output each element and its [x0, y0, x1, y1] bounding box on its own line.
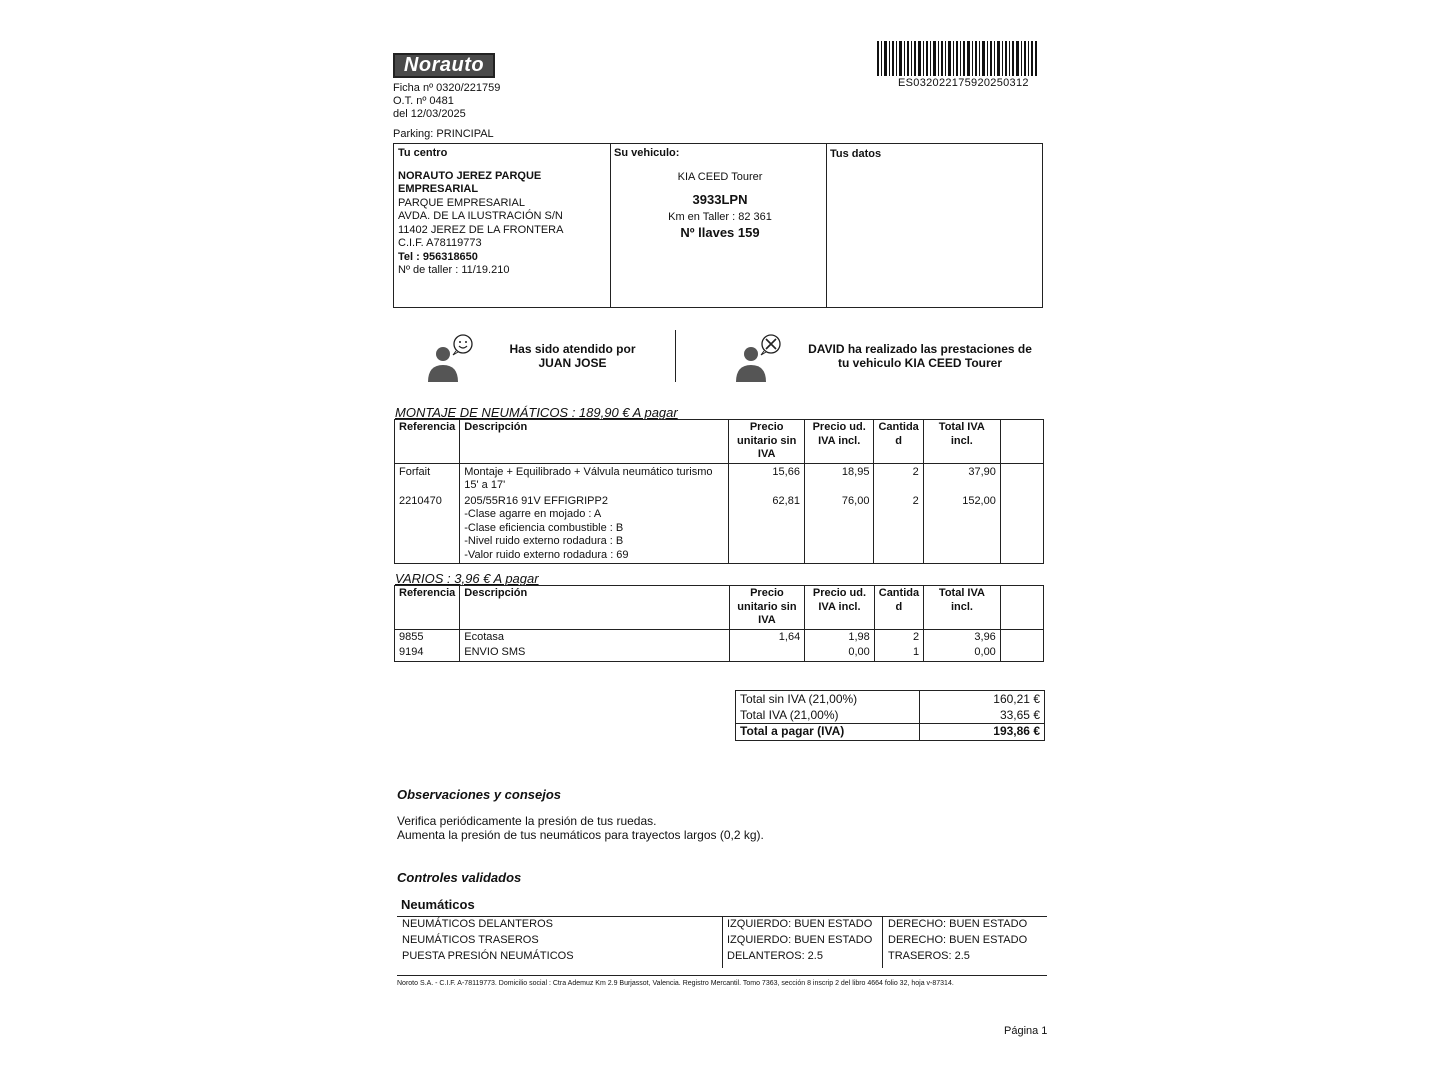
row-unit: 62,81	[729, 494, 805, 564]
col-ref: Referencia	[395, 586, 460, 630]
row-iva: 1,98	[805, 629, 875, 645]
col-desc: Descripción	[460, 586, 729, 630]
row-iva: 18,95	[804, 463, 874, 494]
control-right: TRASEROS: 2.5	[888, 950, 970, 962]
parking: Parking: PRINCIPAL	[393, 128, 494, 140]
col-unit: Precio unitario sin IVA	[729, 420, 805, 464]
control-label: PUESTA PRESIÓN NEUMÁTICOS	[402, 950, 574, 962]
col-unit: Precio unitario sin IVA	[729, 586, 805, 630]
ficha-number: Ficha nº 0320/221759	[393, 82, 501, 94]
table-row	[395, 494, 1044, 564]
row-total: 152,00	[923, 494, 1000, 564]
row-desc: Ecotasa	[460, 629, 729, 645]
vehiculo-km: Km en Taller : 82 361	[668, 211, 772, 223]
varios-table	[394, 585, 1044, 662]
row-ref: 9855	[395, 629, 460, 645]
montaje-title: MONTAJE DE NEUMÁTICOS : 189,90 € A pagar	[395, 405, 678, 420]
row-iva: 76,00	[804, 494, 874, 564]
centro-address-1: PARQUE EMPRESARIAL	[398, 197, 525, 209]
control-right: DERECHO: BUEN ESTADO	[888, 934, 1028, 946]
row-desc: ENVIO SMS	[460, 645, 729, 661]
control-label: NEUMÁTICOS DELANTEROS	[402, 918, 553, 930]
row-desc-main: 205/55R16 91V EFFIGRIPP2	[464, 494, 608, 507]
spec-line: -Clase agarre en mojado : A	[464, 508, 602, 520]
col-iva: Precio ud. IVA incl.	[805, 586, 875, 630]
atendido-name: JUAN JOSE	[538, 356, 607, 370]
centro-tel: Tel : 956318650	[398, 251, 478, 263]
observaciones-title: Observaciones y consejos	[397, 787, 562, 802]
mechanic-person-icon	[734, 334, 784, 384]
row-total: 3,96	[924, 629, 1001, 645]
control-left: IZQUIERDO: BUEN ESTADO	[727, 934, 873, 946]
row-qty: 2	[874, 494, 923, 564]
observacion-line: Verifica periódicamente la presión de tus ruedas.	[397, 814, 657, 828]
total-sin-iva-value: 160,21 €	[920, 691, 1045, 708]
datos-title: Tus datos	[830, 148, 882, 160]
norauto-logo: Norauto	[393, 53, 495, 78]
row-unit: 15,66	[729, 463, 805, 494]
control-right: DERECHO: BUEN ESTADO	[888, 918, 1028, 930]
barcode-text: ES032022175920250312	[898, 77, 1029, 89]
centro-cif: C.I.F. A78119773	[398, 237, 482, 249]
row-qty: 1	[874, 645, 923, 661]
centro-name: NORAUTO JEREZ PARQUE EMPRESARIAL	[398, 170, 542, 195]
control-left: IZQUIERDO: BUEN ESTADO	[727, 918, 873, 930]
row-total: 37,90	[923, 463, 1000, 494]
vehiculo-plate: 3933LPN	[692, 192, 748, 207]
document-date: del 12/03/2025	[393, 108, 466, 120]
vehiculo-model: KIA CEED Tourer	[677, 171, 763, 183]
table-header	[395, 586, 1044, 630]
montaje-table	[394, 419, 1044, 564]
total-iva-label: Total IVA (21,00%)	[736, 708, 920, 724]
centro-address-2: AVDA. DE LA ILUSTRACIÓN S/N	[398, 210, 563, 222]
total-row	[736, 708, 1045, 724]
total-pagar-value: 193,86 €	[920, 724, 1045, 741]
controles-divider-2	[882, 916, 883, 968]
table-header	[395, 420, 1044, 464]
varios-title: VARIOS : 3,96 € A pagar	[395, 571, 539, 586]
row-qty: 2	[874, 463, 923, 494]
spec-line: -Valor ruido externo rodadura : 69	[464, 548, 629, 561]
total-row	[736, 724, 1045, 741]
row-ref: 9194	[395, 645, 460, 661]
table-row	[395, 629, 1044, 645]
row-unit	[729, 645, 805, 661]
col-empty	[1000, 420, 1043, 464]
control-label: NEUMÁTICOS TRASEROS	[402, 934, 539, 946]
atencion-divider	[675, 330, 676, 382]
spec-line: -Clase eficiencia combustible : B	[464, 521, 624, 534]
observacion-line: Aumenta la presión de tus neumáticos para trayectos largos (0,2 kg).	[397, 828, 764, 842]
prestaciones-line1: DAVID ha realizado las prestaciones de	[808, 342, 1032, 356]
total-pagar-label: Total a pagar (IVA)	[736, 724, 920, 741]
row-iva: 0,00	[805, 645, 875, 661]
total-row	[736, 691, 1045, 708]
row-ref: 2210470	[395, 494, 460, 564]
controles-title: Controles validados	[397, 870, 522, 885]
col-total: Total IVA incl.	[924, 586, 1001, 630]
controles-divider-1	[722, 916, 723, 968]
vehiculo-llaves: Nº llaves 159	[680, 225, 760, 240]
advisor-person-icon	[426, 334, 476, 384]
row-ref: Forfait	[395, 463, 460, 494]
spec-line: -Nivel ruido externo rodadura : B	[464, 535, 624, 547]
col-qty: Cantida d	[874, 586, 923, 630]
legal-footer: Noroto S.A. - C.I.F. A-78119773. Domicilio social : Ctra Ademuz Km 2.9 Burjassot, Valencia. Registro Mercantil. Tomo 7363, sección 8 inscrip 2 del libro 4664 folio 32, hoja v-87314.	[397, 980, 954, 987]
centro-address-3: 11402 JEREZ DE LA FRONTERA	[398, 224, 564, 236]
atendido-line1: Has sido atendido por	[509, 342, 636, 356]
prestaciones-line2: tu vehiculo KIA CEED Tourer	[837, 356, 1002, 370]
col-qty: Cantida d	[874, 420, 923, 464]
row-desc	[460, 494, 729, 564]
col-empty	[1000, 586, 1043, 630]
col-desc: Descripción	[460, 420, 729, 464]
page-number: Página 1	[1004, 1025, 1048, 1037]
col-ref: Referencia	[395, 420, 460, 464]
ot-number: O.T. nº 0481	[393, 95, 454, 107]
total-iva-value: 33,65 €	[920, 708, 1045, 724]
totals-table	[735, 690, 1045, 741]
table-row	[395, 645, 1044, 661]
row-qty: 2	[874, 629, 923, 645]
control-left: DELANTEROS: 2.5	[727, 950, 823, 962]
col-total: Total IVA incl.	[923, 420, 1000, 464]
footer-line	[397, 975, 1047, 976]
vehiculo-title: Su vehiculo:	[614, 147, 680, 159]
row-desc: Montaje + Equilibrado + Válvula neumático turismo 15' a 17'	[460, 463, 729, 494]
row-total: 0,00	[924, 645, 1001, 661]
centro-title: Tu centro	[398, 147, 448, 159]
table-row	[395, 463, 1044, 494]
total-sin-iva-label: Total sin IVA (21,00%)	[736, 691, 920, 708]
barcode	[877, 41, 1037, 76]
neumaticos-subtitle: Neumáticos	[401, 897, 475, 912]
row-unit: 1,64	[729, 629, 805, 645]
centro-taller: Nº de taller : 11/19.210	[398, 264, 510, 276]
col-iva: Precio ud. IVA incl.	[804, 420, 874, 464]
